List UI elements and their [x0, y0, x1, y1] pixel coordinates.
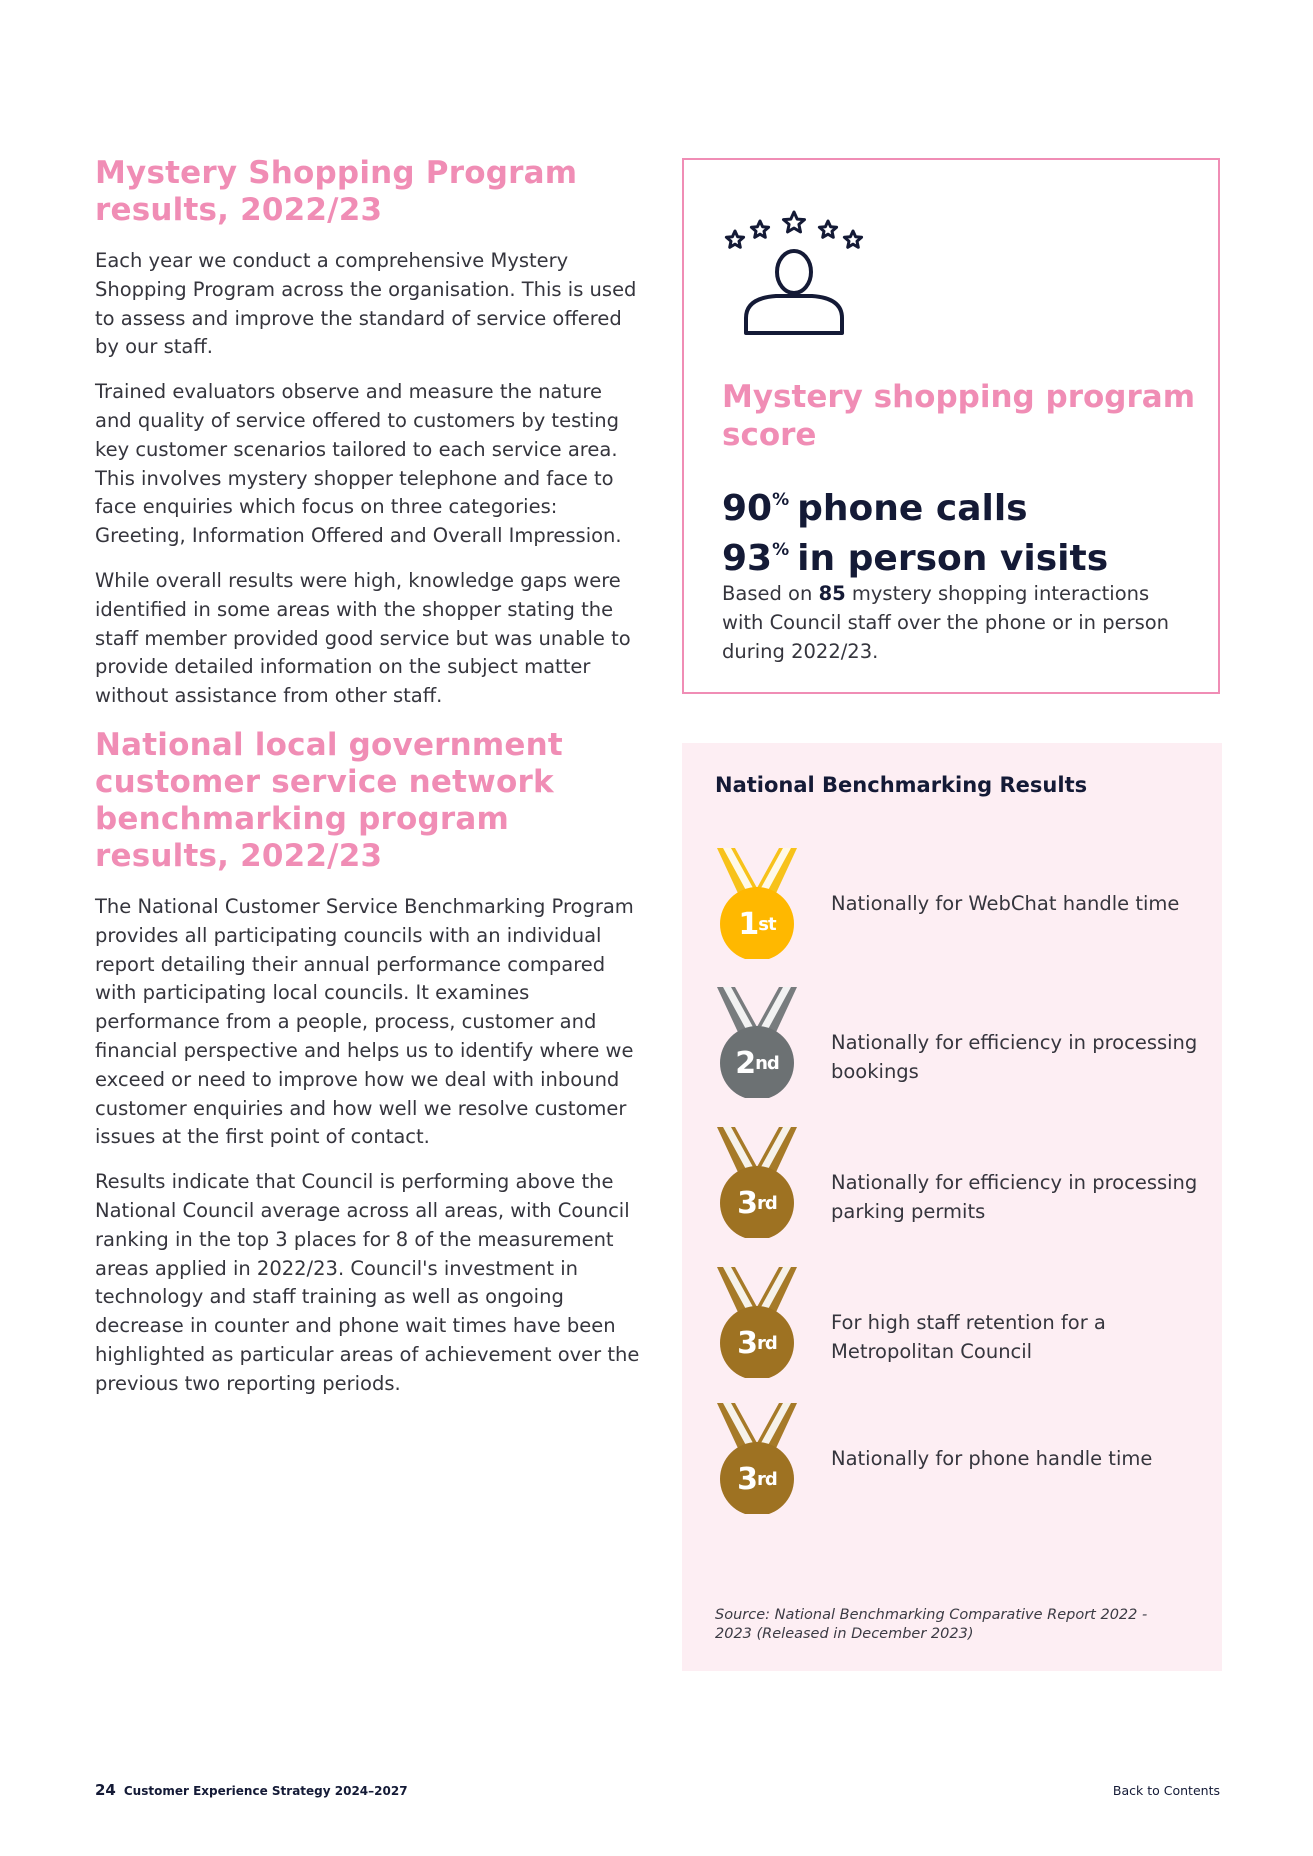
phone-calls-stat: 90% phone calls: [722, 488, 1028, 529]
mystery-paragraph-1: Each year we conduct a comprehensive Mystery Shopping Program across the organisation. This is used to assess and improve the standard of service offered by our staff.: [95, 249, 637, 359]
back-to-contents-link[interactable]: Back to Contents: [1112, 1783, 1220, 1798]
medal-description: Nationally for phone handle time: [831, 1447, 1153, 1470]
score-note: Based on 85 mystery shopping interactions with Council staff over the phone or in person during 2022/23.: [722, 582, 1170, 663]
interaction-count: 85: [818, 582, 846, 605]
page-number: 24: [95, 1781, 116, 1799]
medal-rank-label: 3 rd: [737, 1325, 777, 1361]
medal-description: Nationally for efficiency in processing parking permits: [831, 1171, 1198, 1223]
mystery-score-panel: [682, 158, 1220, 694]
mystery-heading: Mystery Shopping Program results, 2022/23: [95, 155, 578, 228]
mystery-paragraph-3: While overall results were high, knowledge gaps were identified in some areas with the shopper stating the staff member provided good service but was unable to provide detailed information on the subject matter without assistance from other staff.: [95, 568, 631, 708]
medal-rank-label: 2 nd: [735, 1045, 779, 1081]
benchmark-result-3: [713, 1123, 1203, 1238]
medal-rank-label: 3 rd: [737, 1185, 777, 1221]
medal-description: For high staff retention for a Metropolitan Council: [831, 1311, 1106, 1363]
medal-rank-label: 1 st: [738, 906, 776, 942]
benchmark-panel: [682, 743, 1222, 1671]
benchmark-title: National Benchmarking Results: [715, 773, 1088, 797]
national-heading: National local government customer service network benchmarking program results, 2022/23: [95, 726, 563, 874]
mystery-paragraph-2: Trained evaluators observe and measure the nature and quality of service offered to customers by testing key customer scenarios tailored to each service area. This involves mystery shopper telephone and face to face enquiries which focus on three categories: Greeting, Information Offered and Overall Impression.: [95, 380, 622, 548]
person-with-stars-icon: [720, 210, 870, 335]
national-paragraph-1: The National Customer Service Benchmarking Program provides all participating councils with an individual report detailing their annual performance compared with participating local councils. It examines performance from a people, process, customer and financial perspective and helps us to identify where we exceed or need to improve how we deal with inbound customer enquiries and how well we resolve customer issues at the first point of contact.: [95, 894, 634, 1149]
benchmark-result-5: [713, 1399, 1203, 1514]
national-paragraph-2: Results indicate that Council is performing above the National Council average across all areas, with Council ranking in the top 3 places for 8 of the measurement areas applied in 2022/23. Council's investment in technology and staff training as well as ongoing decrease in counter and phone wait times have been highlighted as particular areas of achievement over the previous two reporting periods.: [95, 1170, 640, 1395]
in-person-stat: 93% in person visits: [722, 538, 1109, 579]
medal-description: Nationally for efficiency in processing bookings: [831, 1031, 1198, 1083]
score-title: Mystery shopping program score: [722, 379, 1195, 453]
benchmark-result-1: [713, 844, 1203, 959]
medal-description: Nationally for WebChat handle time: [831, 892, 1180, 915]
benchmark-result-2: [713, 983, 1203, 1098]
benchmark-result-4: [713, 1263, 1203, 1378]
left-column: [95, 155, 640, 1415]
source-note: Source: National Benchmarking Comparative Report 2022 - 2023 (Released in December 2023): [715, 1607, 1148, 1642]
document-title: Customer Experience Strategy 2024–2027: [123, 1784, 408, 1798]
footer-page-info: [95, 1781, 408, 1799]
medal-rank-label: 3 rd: [737, 1461, 777, 1497]
